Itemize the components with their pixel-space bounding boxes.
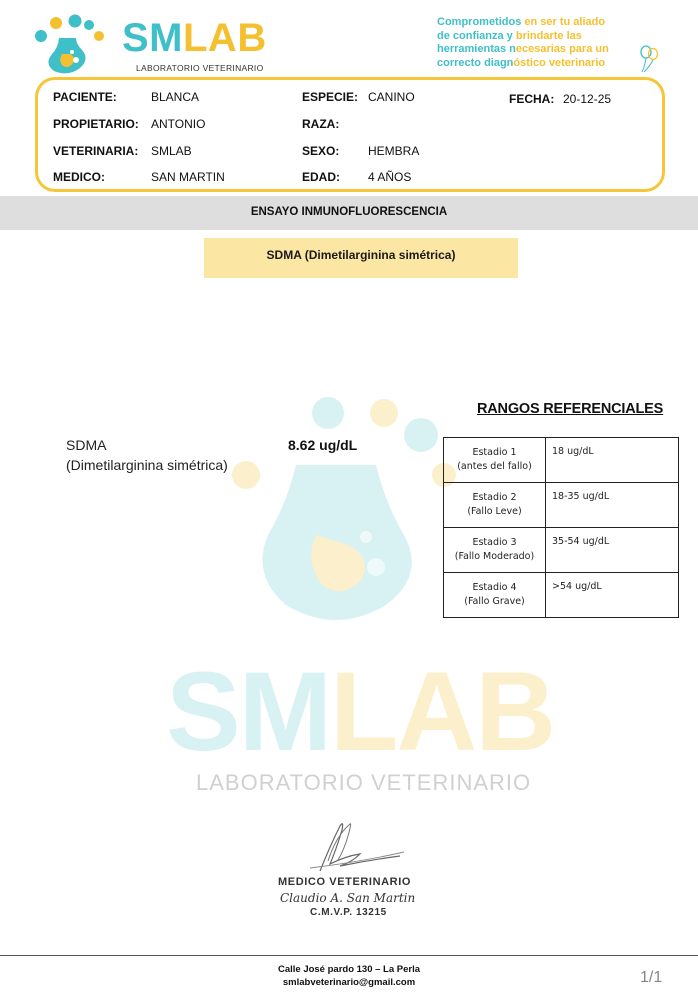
table-row xyxy=(444,483,679,528)
paciente-label: PACIENTE: xyxy=(53,90,117,104)
test-title: SDMA (Dimetilarginina simétrica) xyxy=(266,248,456,262)
sexo-value: HEMBRA xyxy=(368,144,420,158)
signature-license: C.M.V.P. 13215 xyxy=(310,907,387,918)
slogan-part: ecesarias para un xyxy=(515,43,609,55)
propietario-value: ANTONIO xyxy=(151,117,206,131)
result-name: SDMA xyxy=(66,437,107,453)
stage-name: Estadio 2 xyxy=(472,492,517,503)
watermark-icon xyxy=(226,395,466,635)
stage-cell xyxy=(444,483,546,528)
edad-value: 4 AÑOS xyxy=(368,170,412,184)
table-row xyxy=(444,573,679,618)
veterinaria-label: VETERINARIA: xyxy=(53,144,139,158)
logo-sm: SM xyxy=(122,16,183,60)
watermark-lab: LAB xyxy=(330,649,555,774)
footer-email: smlabveterinario@gmail.com xyxy=(282,977,416,988)
slogan-part: Comprometidos xyxy=(437,16,522,28)
stage-desc: (antes del fallo) xyxy=(457,461,532,472)
reference-table xyxy=(443,437,679,618)
slogan-part: brindarte las xyxy=(515,29,582,42)
sexo-label: SEXO: xyxy=(302,144,340,158)
range-cell: 18-35 ug/dL xyxy=(546,483,679,528)
watermark-wordmark xyxy=(166,649,555,774)
edad-label: EDAD: xyxy=(302,170,340,184)
footer-divider xyxy=(0,955,698,956)
page-number: 1/1 xyxy=(640,969,663,986)
especie-value: CANINO xyxy=(368,90,415,104)
balloon-icon xyxy=(638,44,660,74)
stage-cell xyxy=(444,528,546,573)
range-cell: 35-54 ug/dL xyxy=(546,528,679,573)
range-cell: 18 ug/dL xyxy=(546,438,679,483)
raza-label: RAZA: xyxy=(302,117,340,131)
slogan-part: en ser tu aliado xyxy=(521,16,606,28)
stage-name: Estadio 3 xyxy=(472,537,517,548)
logo-lab: LAB xyxy=(183,16,267,60)
logo-subtitle: LABORATORIO VETERINARIO xyxy=(136,63,264,73)
signature-scribble xyxy=(300,816,410,876)
signature-title: MEDICO VETERINARIO xyxy=(278,876,412,888)
slogan xyxy=(437,16,667,70)
result-value: 8.62 ug/dL xyxy=(288,437,358,453)
stage-cell xyxy=(444,573,546,618)
paw-flask-icon xyxy=(32,14,110,76)
stage-name: Estadio 4 xyxy=(472,582,517,593)
slogan-part: de confianza y xyxy=(437,29,516,42)
result-full-name: (Dimetilarginina simétrica) xyxy=(66,457,228,473)
stage-name: Estadio 1 xyxy=(472,447,517,458)
fecha-label: FECHA: xyxy=(509,92,555,106)
paciente-value: BLANCA xyxy=(151,90,200,104)
reference-title: RANGOS REFERENCIALES xyxy=(477,401,664,417)
medico-value: SAN MARTIN xyxy=(151,170,225,184)
signature-name: Claudio A. San Martin xyxy=(280,891,416,905)
range-cell: >54 ug/dL xyxy=(546,573,679,618)
section-title: ENSAYO INMUNOFLUORESCENCIA xyxy=(250,206,448,218)
especie-label: ESPECIE: xyxy=(302,90,359,104)
watermark-subtitle: LABORATORIO VETERINARIO xyxy=(196,770,532,795)
stage-desc: (Fallo Leve) xyxy=(467,506,522,517)
slogan-part: herramientas n xyxy=(437,43,516,55)
section-band xyxy=(0,196,698,230)
propietario-label: PROPIETARIO: xyxy=(53,117,139,131)
watermark-sm: SM xyxy=(166,649,330,774)
table-row xyxy=(444,528,679,573)
medico-label: MEDICO: xyxy=(53,170,105,184)
footer-address: Calle José pardo 130 – La Perla xyxy=(277,964,421,975)
test-title-box xyxy=(204,238,518,278)
stage-cell xyxy=(444,438,546,483)
stage-desc: (Fallo Moderado) xyxy=(454,551,535,562)
fecha-value: 20-12-25 xyxy=(563,92,612,106)
table-row xyxy=(444,438,679,483)
stage-desc: (Fallo Grave) xyxy=(464,596,525,607)
slogan-part: óstico veterinario xyxy=(513,56,606,69)
smlab-logo xyxy=(32,12,302,78)
slogan-part: correcto diagn xyxy=(437,56,514,69)
veterinaria-value: SMLAB xyxy=(151,144,192,158)
logo-wordmark xyxy=(122,18,267,58)
